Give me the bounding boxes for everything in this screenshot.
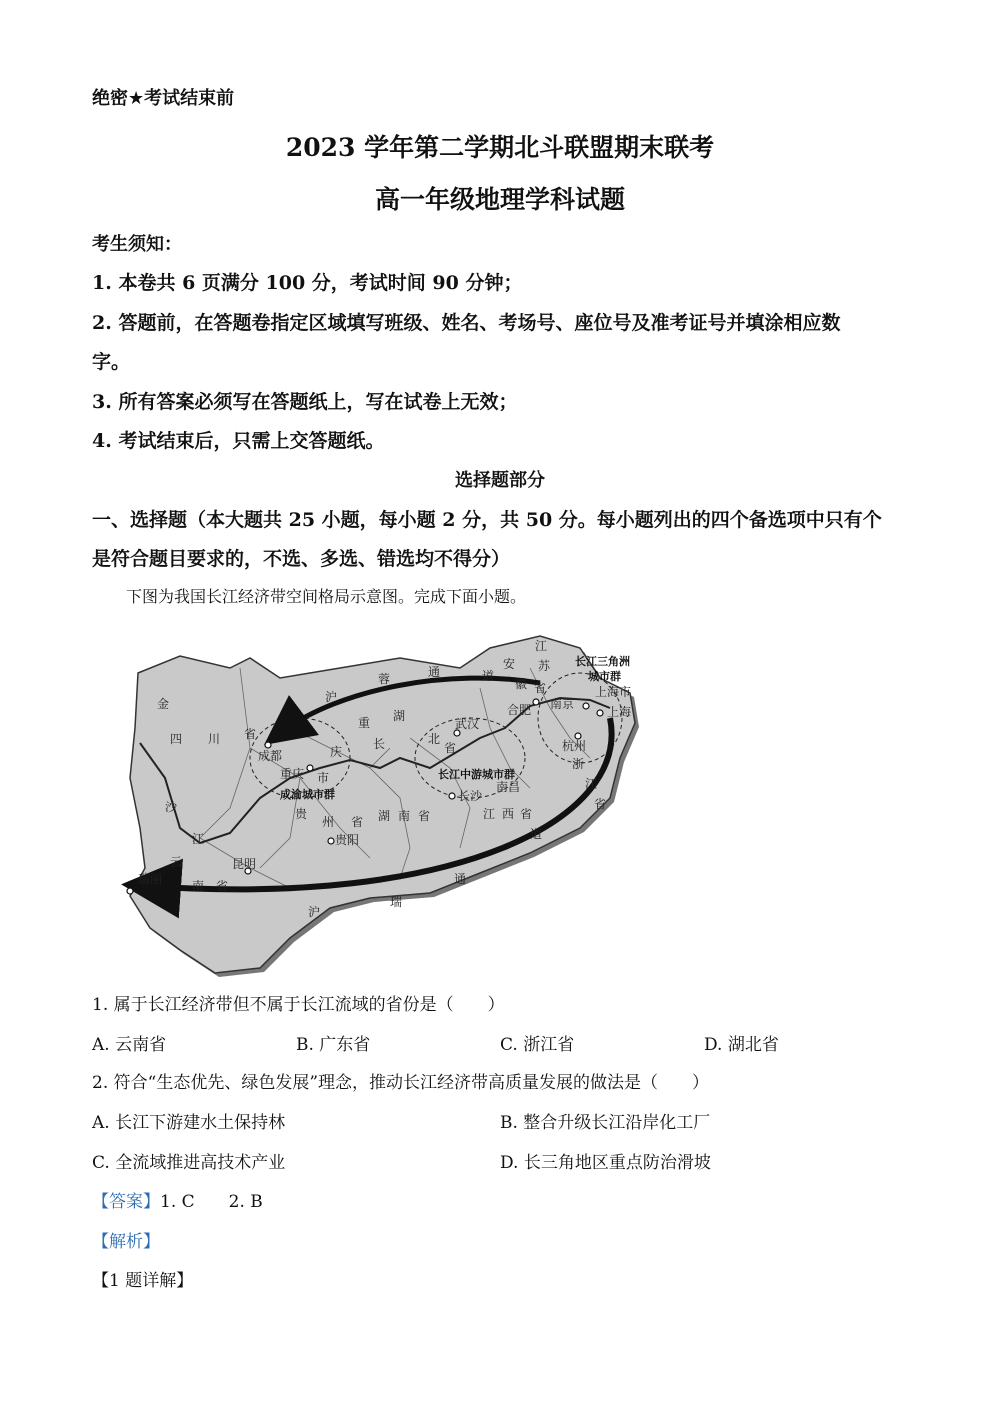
- map-label: 省: [216, 879, 229, 893]
- map-label: 庆: [330, 745, 343, 759]
- question-intro: 下图为我国长江经济带空间格局示意图。完成下面小题。: [126, 587, 527, 606]
- map-label: 省: [594, 797, 607, 811]
- map-label: 南: [192, 879, 205, 893]
- notice-item: 1. 本卷共 6 页满分 100 分，考试时间 90 分钟；: [92, 272, 523, 294]
- map-label: 成渝城市群: [280, 788, 335, 801]
- map-label: 金: [157, 697, 170, 711]
- map-label: 湖: [378, 809, 391, 823]
- map-label: 江: [483, 807, 496, 821]
- map-label: 南昌: [496, 780, 521, 794]
- map-label: 长: [373, 737, 386, 751]
- map-label: 上海市: [595, 685, 632, 699]
- option-a[interactable]: A. 云南省: [92, 1035, 167, 1055]
- map-label: 杭州: [562, 739, 587, 753]
- map-label: 昆明: [232, 857, 257, 871]
- map-label: 西: [502, 807, 515, 821]
- notice-item: 4. 考试结束后，只需上交答题纸。: [92, 430, 385, 452]
- option-c[interactable]: C. 全流域推进高技术产业: [92, 1153, 286, 1173]
- section-instruction: 是符合题目要求的，不选、多选、错选均不得分）: [92, 548, 511, 570]
- map-label: 四: [170, 732, 183, 746]
- map-label: 重: [358, 716, 371, 730]
- map-label: 道: [530, 827, 543, 841]
- map-label: 徽: [515, 677, 528, 691]
- map-label: 通: [454, 872, 467, 886]
- exam-title: 2023 学年第二学期北斗联盟期末联考: [285, 133, 715, 162]
- map-label: 市: [317, 771, 330, 785]
- answer-tag: 【答案】: [92, 1192, 160, 1212]
- map-label: 安: [503, 657, 516, 671]
- map-label: 云: [170, 855, 183, 869]
- analysis-tag: 【解析】: [92, 1232, 160, 1252]
- map-label: 长江三角洲: [575, 655, 630, 668]
- answer-text: 1. C 2. B: [160, 1192, 263, 1212]
- map-label: 合肥: [507, 703, 532, 717]
- map-label: 长沙: [458, 789, 483, 803]
- notice-item: 字。: [92, 351, 131, 373]
- yangtze-economic-belt-map: [110, 628, 670, 978]
- map-label: 省: [418, 809, 431, 823]
- confidential-label: 绝密★考试结束前: [92, 88, 235, 109]
- map-label: 江: [585, 777, 598, 791]
- map-label: 浙: [572, 757, 585, 771]
- map-figure: [110, 628, 670, 978]
- option-b[interactable]: B. 广东省: [296, 1035, 371, 1055]
- map-label: 省: [534, 681, 547, 695]
- map-label: 沪: [325, 690, 338, 704]
- option-d[interactable]: D. 长三角地区重点防治滑坡: [500, 1153, 711, 1173]
- map-label: 州: [322, 815, 335, 829]
- map-label: 江: [192, 832, 205, 846]
- answer-line: [92, 1187, 263, 1212]
- option-c[interactable]: C. 浙江省: [500, 1035, 575, 1055]
- option-a[interactable]: A. 长江下游建水土保持林: [92, 1113, 286, 1133]
- exam-subtitle: 高一年级地理学科试题: [374, 185, 625, 214]
- map-label: 贵阳: [335, 833, 360, 847]
- notice-item: 2. 答题前，在答题卷指定区域填写班级、姓名、考场号、座位号及准考证号并填涂相应数: [92, 312, 841, 334]
- detail-heading: 【1 题详解】: [92, 1271, 194, 1291]
- map-label: 成都: [258, 749, 283, 763]
- map-label: 城市群: [588, 670, 621, 683]
- map-label: 道: [482, 669, 495, 683]
- map-label: 北: [428, 732, 441, 746]
- map-label: 重庆: [280, 767, 305, 781]
- map-label: 省: [351, 815, 364, 829]
- map-label: 上海: [607, 705, 632, 719]
- question-stem: 2. 符合“生态优先、绿色发展”理念，推动长江经济带高质量发展的做法是（ ）: [92, 1073, 710, 1093]
- map-label: 湖: [393, 709, 406, 723]
- map-label: 沪: [308, 905, 321, 919]
- map-label: 通: [428, 665, 441, 679]
- map-label: 省: [444, 741, 457, 755]
- question-stem: 1. 属于长江经济带但不属于长江流域的省份是（ ）: [92, 995, 505, 1015]
- map-label: 瑞: [390, 895, 403, 909]
- map-label: 川: [208, 732, 221, 746]
- map-label: 瑞丽: [138, 872, 163, 886]
- map-label: 江: [535, 639, 548, 653]
- section-title: 选择题部分: [455, 470, 545, 491]
- map-label: 南: [398, 809, 411, 823]
- option-d[interactable]: D. 湖北省: [704, 1035, 779, 1055]
- notice-item: 3. 所有答案必须写在答题纸上，写在试卷上无效；: [92, 391, 518, 413]
- notice-heading: 考生须知：: [92, 234, 182, 255]
- option-b[interactable]: B. 整合升级长江沿岸化工厂: [500, 1113, 711, 1133]
- map-label: 沙: [165, 800, 178, 814]
- map-label: 省: [520, 807, 533, 821]
- map-label: 贵: [295, 807, 308, 821]
- map-label: 省: [244, 727, 257, 741]
- map-label: 苏: [538, 659, 551, 673]
- map-label: 武汉: [455, 717, 480, 731]
- map-label: 长江中游城市群: [438, 768, 515, 781]
- map-label: 南京: [550, 697, 575, 711]
- map-label: 蓉: [378, 672, 391, 686]
- section-instruction: 一、选择题（本大题共 25 小题，每小题 2 分，共 50 分。每小题列出的四个备选项中只有个: [92, 509, 882, 531]
